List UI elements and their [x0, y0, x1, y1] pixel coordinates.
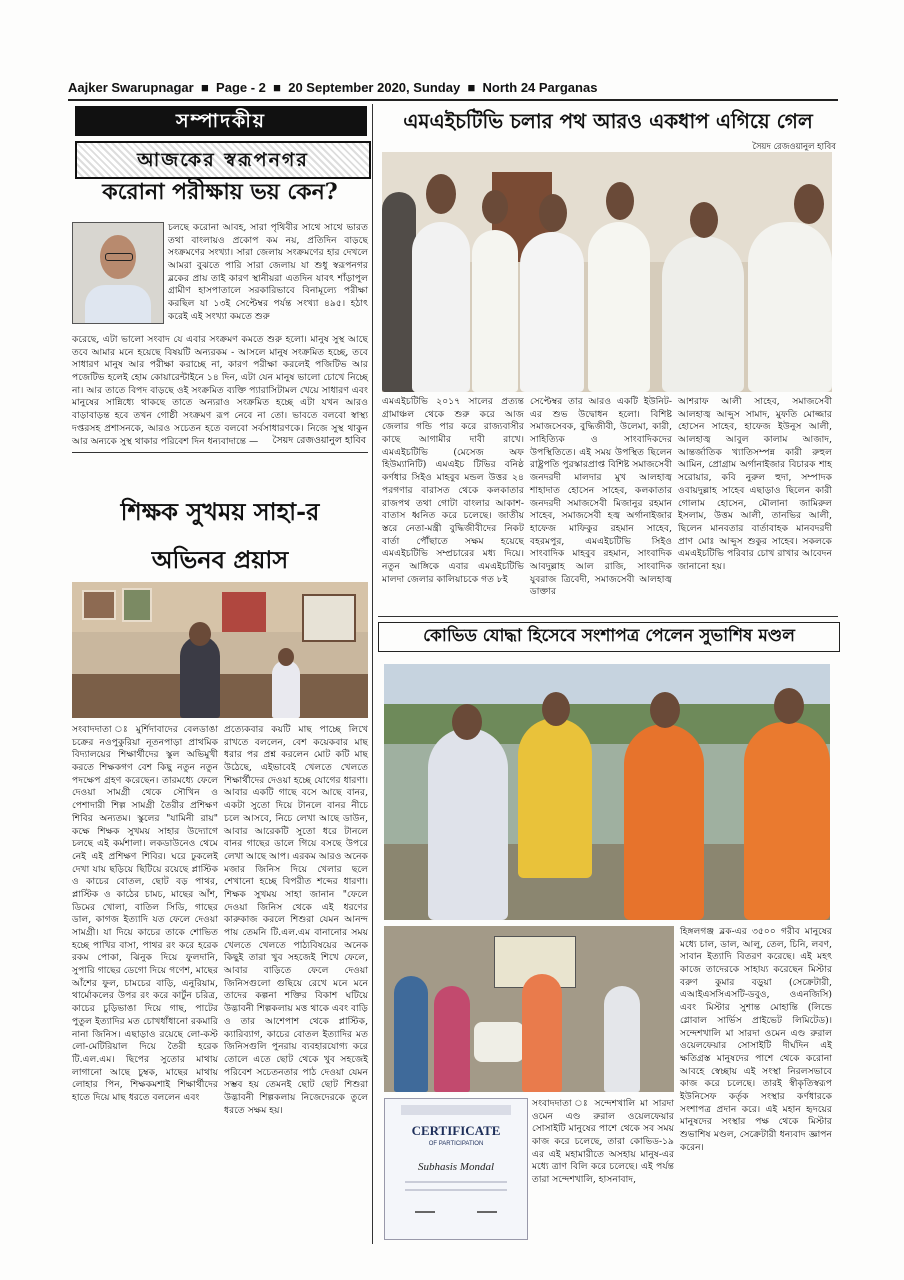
masthead-rule	[68, 99, 838, 101]
head-shape	[452, 704, 482, 740]
head-shape	[482, 190, 508, 224]
covid-relief-photo	[384, 664, 830, 920]
student-figure	[272, 660, 300, 718]
frame-icon	[82, 590, 116, 620]
mhtv-col2: সেপ্টেম্বর তার আরও একটি ইউনিট-এর শুভ উদ্বোধন হলো। বিশিষ্ট সমাজসেবক, বুদ্ধিজীবী, উলেমা, কারী, সাহিত্যিক ও সাংবাদিকদের উপস্থিতিতে। এই সময় উপস্থিত ছিলেন রাষ্ট্রপতি পুরস্কারপ্রাপ্ত বিশিষ্ট সমাজসেবী জনদরদী মালদার মুখ আলহাজ্ব শাহাদাত হোসেন সাহেব, কলকাতার জনদরদী সমাজসেবী মিজানুর রহমান সাহেব, সমাজসেবী হজ্ব অর্গানাইজার হাফেজ মাফিকুর রহমান সাহেব, বহরমপুর, এমএইচটিভি সিইও সাংবাদিক মাহবুব রহমান, সাংবাদিক আবদুল্লাহ আল রাজি, সাংবাদিক যুবরাজ ত্রিবেদী, সমাজসেবী আলহাজ্ব ডাক্তার	[530, 396, 672, 598]
paper-name: Aajker Swarupnagar	[68, 80, 194, 95]
editorial-author: সৈয়দ রেজওয়ানুল হাবিব	[272, 435, 366, 446]
person-figure	[520, 232, 584, 392]
table-shape	[72, 674, 368, 718]
editorial-body: করেছে, এটা ভালো সংবাদ যে এবার সংক্রমণ কমতে শুরু হলো। মানুষ সুস্থ আছে তবে আমার মনে হয়েছে বিষয়টি অন্যরকম - আসলে মানুষ সংক্রমিত হচ্ছে, তবে সাধারণ মানুষ আর পরীক্ষা করাচ্ছে না, কারণ পরীক্ষা করলেই পজিটিভ আর পজেটিভ হলেই হোম কোয়ারেন্টাইনে ১৪ দিন, এটা যেন মানুষ ভালো চোখে নিচ্ছে না। আর তাতে বিপদ বাড়ছে ওই সংক্রমিত ব্যক্তি প্যারাসিটামল খেয়ে সাধারণ এবং মানুষের সান্নিধ্যে থাকছে তাতে অন্যরাও সংক্রমিত হচ্ছে এটা যখন আরও বাড়াবাড়ন্ত হবে তখন গোষ্ঠী সংক্রমণ রূপ নেবে না তো। ভাবতে বলবো স্বাস্থ্য দপ্তরসহ প্রশাসনকে, আরও সচেতন হতে বলবো সর্বসাধারণকে। নিজে সুস্থ থাকুন আর অন্যকে সুস্থ থাকার পরিবেশ দিন ধন্যবাদান্তে —	[72, 334, 368, 447]
issue-date: 20 September 2020, Sunday	[288, 80, 461, 95]
glasses-icon	[105, 253, 133, 261]
covid-distribution-photo	[384, 926, 674, 1092]
teacher-classroom-photo	[72, 582, 368, 718]
head-shape	[278, 648, 294, 666]
monk-figure	[624, 724, 704, 920]
covid-headline: কোভিড যোদ্ধা হিসেবে সংশাপত্র পেলেন সুভাশিষ মণ্ডল	[378, 622, 840, 652]
section-divider	[378, 616, 838, 617]
head-shape	[794, 184, 824, 224]
person-figure	[748, 222, 832, 392]
teacher-headline-line2: অভিনব প্রয়াস	[151, 545, 289, 574]
head-shape	[650, 692, 680, 728]
teacher-figure	[180, 636, 220, 718]
certificate-image	[384, 1098, 528, 1240]
covid-main-col: হিঙ্গলগঞ্জ ব্লক-এর ৩৫০০ গরীব মানুষের মধ্যে চাল, ডাল, আলু, তেল, চিনি, লবণ, সাবান ইত্যাদি বিতরণ করেছে। এই মহৎ কাজে তাদেরকে সাহায্য করেছেন মিস্টার বরুণ কুমার বড়ুয়া (সেক্রেটারী, এআইএসসিএসটি-ডবুও, ওএনজিসি) এবং মিস্টার সুশান্ত মোহান্তি (লিন্ডে গ্লোবাল সার্ভিস প্রাইভেট লিমিটেড)। সন্দেশখালি মা সারদা ওমেন এণ্ড রুরাল ওয়েলফেয়ার সোসাইটি দীর্ঘদিন এই ক্ষতিগ্রস্ত মানুষদের পাশে থেকে করোনা আবহে স্বেচ্ছায় এই সংস্থা নিরলসভাবে কাজ করে চলেছে। তারই স্বীকৃতিস্বরূপ ইউনিসেফ কর্তৃক সংস্থার কর্ণধারকে সংশাপত্র প্রদান করে। এই মহান হৃদয়ের মানুষদের সংস্থার পক্ষ থেকে মিস্টার শুভাশিষ মণ্ডল, সেক্রেটারী ধন্যবাদ জ্ঞাপন করেন।	[680, 926, 832, 1153]
shirt-shape	[85, 285, 151, 323]
display-board	[302, 594, 356, 642]
mhtv-col3: আশরাফ আলী সাহেব, সমাজসেবী আলহাজ্ব আব্দুস সামাদ, মুফতি মোজ্জার হোসেন সাহেব, হাফেজ ইউনুস আলী, আলহাজ্ব আবুল কালাম আজাদ, আন্তর্জাতিক খ্যাতিসম্পন্ন কারী রুহুল আমিন, প্রোগ্রাম অর্গানাইজার বিচারক শাহ সরোয়ার, কবি নুরুল হুদা, সম্পাদক ওবায়দুল্লাহ সাহেব এছাড়াও ছিলেন কারী গোলাম হোসেন, মৌলানা জামিরুল ইসলাম, উত্তম আলী, তানভির আলী, ছিলেন মানবতার বার্তাবাহক মানবদরদী প্রাণ মোঃ আব্দুস শুকুর সাহেব। সকলকে এমএইচটিভি পরিবার চোখ রাখার আবেদন জানানো হয়।	[678, 396, 832, 572]
bullet-icon: ■	[269, 80, 285, 95]
head-shape	[690, 202, 718, 238]
teacher-col1: সংবাদদাতা ঃ মুর্শিদাবাদের বেলডাঙা চক্রের নওপুকুরিয়া নূতনপাড়া প্রাথমিক বিদ্যালয়ের শিক্ষার্থীদের স্কুল অভিমুখী করতে শিক্ষকগণ বেশ কিছু নতুন নতুন পদক্ষেপ গ্রহণ করেছেন। তারমধ্যে ফেলে দেওয়া সামগ্রী থেকে সৌখিন ও পেশাদারী শিল্প সামগ্রী তৈরীর প্রশিক্ষণ শিবির অন্যতম। স্কুলের "যামিনী রায়" কক্ষে শিক্ষক সুখময় সাহার উদ্যোগে চলছে এই কর্মশালা। লকডাউনেও থেমে নেই এই প্রশিক্ষণ শিবির। ঘরে ঢুকলেই দেখা যায় ছড়িয়ে ছিটিয়ে রয়েছে প্লাস্টিক ও কাচের বোতল, ছোট বড় পাথর, প্লাস্টিক ও কাঠের চামচ, মাছের আঁশ, ডিমের খোলা, বাতিল সিডি, গাছের ডাল, কাগজ ইত্যাদি যত ফেলে দেওয়া সামগ্রী। যা দিয়ে কাচের তাকে শোভিত হচ্ছে পাখির বাসা, পাথর রং করে হরেক রকম পোকা, ঝিনুক দিয়ে ফুলদানি, সুপারি গাছের ডেগো দিয়ে গণেশ, মাছের আঁশের ফুল, চামচের বাড়ি, এনুরিয়াম, থার্মোকলের উপর রং করে কার্টুন চরিত্র, কাচের চুড়িভাঙা দিয়ে গাছ, পাটের পুতুল ইত্যাদির মত চোখধাঁধানো রকমারি নানা জিনিস। এছাড়াও রয়েছে লো-কস্ট লো-মেটিরিয়াল দিয়ে তৈরী হরেক টি.এল.এম। ছিপের সুতোর মাথায় লাগানো আছে চুম্বক, মাছের মাথায় লোহার পিন, শিক্ষকমশাই শিক্ষার্থীদের হাতে দিয়ে মাছ ধরতে বললেন এবং	[72, 724, 218, 1103]
editorial-lead: চলছে করোনা আবহ, সারা পৃথিবীর সাথে সাথে ভারত তথা বাংলায়ও প্রকোপ কম নয়, প্রতিদিন বাড়ছে সংক্রমণের সংখ্যা। সারা জেলায় সংক্রমণের হার দেখলে আমরা বুঝতে পারি সারা জেলায় যা শুধু স্বরূপনগর ব্লকের প্রায় তাই কারণ স্থানীয়রা এতদিন যাবৎ শাঁড়াপুল গ্রামীণ হাসপাতালে সরকারিভাবে বিনামূল্যে পরীক্ষা করছিল যা ১৩ই সেপ্টেম্বর পর্যন্ত সংখ্যা ৪৯৫। হঠাৎ করেই এই সংখ্যা কমতে শুরু	[168, 222, 368, 322]
person-figure	[382, 192, 416, 392]
column-divider	[372, 104, 373, 1244]
display-board	[222, 592, 266, 632]
bullet-icon: ■	[197, 80, 213, 95]
person-figure	[604, 986, 640, 1092]
certificate-title: CERTIFICATE	[411, 1123, 501, 1138]
editorial-headline: করোনা পরীক্ষায় ভয় কেন?	[102, 179, 338, 205]
person-figure	[518, 718, 592, 878]
page-number: Page - 2	[216, 80, 266, 95]
signature-line	[415, 1211, 435, 1213]
certificate-recipient: Subhasis Mondal	[417, 1161, 495, 1173]
signature-line	[477, 1211, 497, 1213]
teacher-col2: প্রত্যেকবার কয়টি মাছ পাচ্ছে লিখে রাখতে বললেন, বেশ কয়েকবার মাছ ধরার পর প্রশ্ন করলেন মোট কটি মাছ উঠেছে, এইভাবেই খেলতে খেলতে শিক্ষার্থীদের দেওয়া হচ্ছে যোগের ধারণা। আবার একটি গাছে বসে আছে বানর, একটা সুতো দিয়ে টানলে বানর নীচে চলে আসবে, নিচে লেখা আছে ডাউন, আবার আরেকটি সুতো ধরে টানলে বানর গাছের ডালে গিয়ে বসছে উপরে লেখা আছে আপ। এরকম আরও অনেক মজার জিনিস দিয়ে খেলার ছলে শেখানো হচ্ছে বিপরীত শব্দের ধারণা। শিক্ষক সুখময় সাহা জানান "ফেলে দেওয়া জিনিস থেকে এই ধরণের কারুকাজ করলে শিশুরা যেমন আনন্দ পায় তেমনি টি.এল.এম বানানোর সময় খেলতে খেলতে পাঠ্যবিষয়ের অনেক কিছুই তারা খুব সহজেই শিখে ফেলে, আবার বাড়িতে ফেলে দেওয়া জিনিসগুলো গুছিয়ে রেখে মনে মনে তাদের কল্পনা শক্তির বিকাশ ঘটিয়ে উদ্ভাবনী শিল্পকলায় মত্ত থাকে এবং বাড়ি ও তার আশেপাশ থেকে প্লাস্টিক, ক্যারিব্যাগ, কাচের বোতল ইত্যাদির মত জিনিসগুলি পুনরায় ব্যবহারযোগ্য করে তোলে এতে ছোট থেকে খুব সহজেই পরিবেশ সচেতনতার পাঠ দেওয়া যেমন সম্ভব হয় তেমনই ছোট ছোট শিশুরা উদ্ভাবনী শিল্পকলায় নিজেদেরকে তুলে ধরতে সক্ষম হয়।	[224, 724, 368, 1116]
editorial-subbanner: আজকের স্বরূপনগর	[75, 141, 371, 179]
masthead	[68, 80, 838, 95]
editorial-banner: সম্পাদকীয়	[75, 106, 367, 136]
person-figure	[588, 222, 650, 392]
person-figure	[412, 222, 470, 392]
region: North 24 Parganas	[482, 80, 598, 95]
head-shape	[606, 182, 634, 220]
covid-small-col: সংবাদদাতা ঃ সন্দেশখালি মা সারদা ওমেন এণ্ড রুরাল ওয়েলফেয়ার সোসাইটি মানুষের পাশে থেকে সব সময় কাজ করে চলেছে, তারা কোভিড-১৯ এর এই মহামারীতে অসহায় মানুষ-এর মধ্যে ত্রাণ বিলি করে চলেছে। এই পর্যন্ত তারা সন্দেশখালি, হাসনাবাদ,	[532, 1098, 674, 1186]
relief-bag	[474, 1022, 524, 1062]
certificate-subtitle: OF PARTICIPATION	[428, 1141, 484, 1147]
head-shape	[539, 194, 567, 232]
section-divider	[72, 452, 368, 453]
person-figure	[662, 236, 744, 392]
monk-figure	[744, 722, 830, 920]
person-figure	[472, 230, 518, 392]
mhtv-byline: সৈয়দ রেজওয়ানুল হাবিব	[752, 142, 836, 152]
head-shape	[189, 622, 211, 646]
head-shape	[774, 688, 804, 724]
head-shape	[542, 692, 570, 726]
frame-icon	[122, 588, 152, 622]
teacher-headline-line1: শিক্ষক সুখময় সাহা-র	[120, 497, 320, 526]
certificate-line	[405, 1189, 507, 1191]
logo-strip	[401, 1105, 511, 1115]
mhtv-col1: এমএইচটিভি ২০১৭ সালের প্রত্যন্ত গ্রামাঞ্চল থেকে শুরু করে আজ জেলার গন্ডি পার করে রাজ্যবাসীর কাছে আগামীর দাবী রাখে। এমএইচটিভি (মেসেজ অফ হিউম্যানিটি) এমএইচ টিভির বনিষ্ঠ কর্ণধার সিইও মাহবুব মন্ডল উত্তর ২৪ পরগণার বারাসত থেকে কলকাতার রাজপথ তথা গোটা বাংলার আকাশ-বাতাস ধ্বনিত করে চলেছে। জাতীয় স্তরে নেতা-মন্ত্রী বুদ্ধিজীবীদের নিকট বার্তা পৌঁছাতে সক্ষম হয়েছে এমএইচটিভি সম্প্রচারের মধ্য দিয়ে। নতুন আঙ্গিকে এবার এমএইচটিভি মালদা জেলার কালিয়াচকে গত ৮ই	[382, 396, 524, 585]
mhtv-group-photo	[382, 152, 832, 392]
person-figure	[434, 986, 470, 1092]
person-figure	[428, 728, 508, 920]
mhtv-headline: এমএইচটিভি চলার পথ আরও একধাপ এগিয়ে গেল	[403, 109, 813, 133]
certificate-line	[405, 1181, 507, 1183]
person-figure	[522, 974, 562, 1092]
person-figure	[394, 976, 428, 1092]
editorial-author-photo	[72, 222, 164, 324]
head-shape	[426, 174, 456, 214]
bullet-icon: ■	[463, 80, 479, 95]
